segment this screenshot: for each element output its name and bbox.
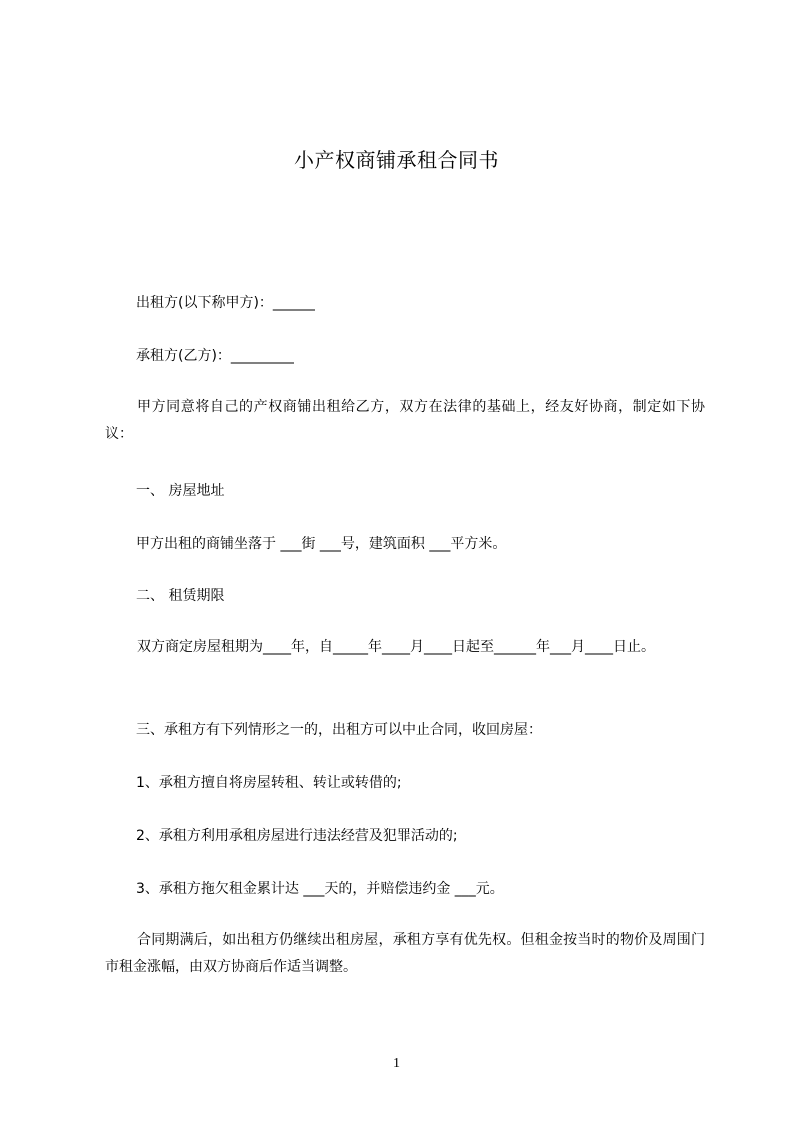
section-2-text: 双方商定房屋租期为____年，自_____年____月____日起至______年___月____日止。 xyxy=(137,639,655,655)
intro-paragraph: 甲方同意将自己的产权商铺出租给乙方，双方在法律的基础上，经友好协商，制定如下协议： xyxy=(105,399,705,442)
section-2-heading: 二、 租赁期限 xyxy=(136,588,225,604)
page-number: 1 xyxy=(393,1056,400,1071)
section-3-heading: 三、承租方有下列情形之一的，出租方可以中止合同，收回房屋： xyxy=(136,722,542,738)
lessor-line: 出租方(以下称甲方)：______ xyxy=(136,295,315,311)
document-title: 小产权商铺承租合同书 xyxy=(294,148,499,172)
clause-3: 3、承租方拖欠租金累计达 ___天的，并赔偿违约金 ___元。 xyxy=(136,881,504,897)
lessee-line: 承租方(乙方)：_________ xyxy=(136,348,294,364)
clause-1: 1、承租方擅自将房屋转租、转让或转借的; xyxy=(136,775,402,791)
renewal-paragraph: 合同期满后，如出租方仍继续出租房屋，承租方享有优先权。但租金按当时的物价及周围门市租金涨幅，由双方协商后作适当调整。 xyxy=(105,932,705,975)
clause-2: 2、承租方利用承租房屋进行违法经营及犯罪活动的; xyxy=(136,828,458,844)
section-1-text: 甲方出租的商铺坐落于 ___街 ___号，建筑面积 ___平方米。 xyxy=(136,536,507,552)
section-1-heading: 一、 房屋地址 xyxy=(136,483,225,499)
